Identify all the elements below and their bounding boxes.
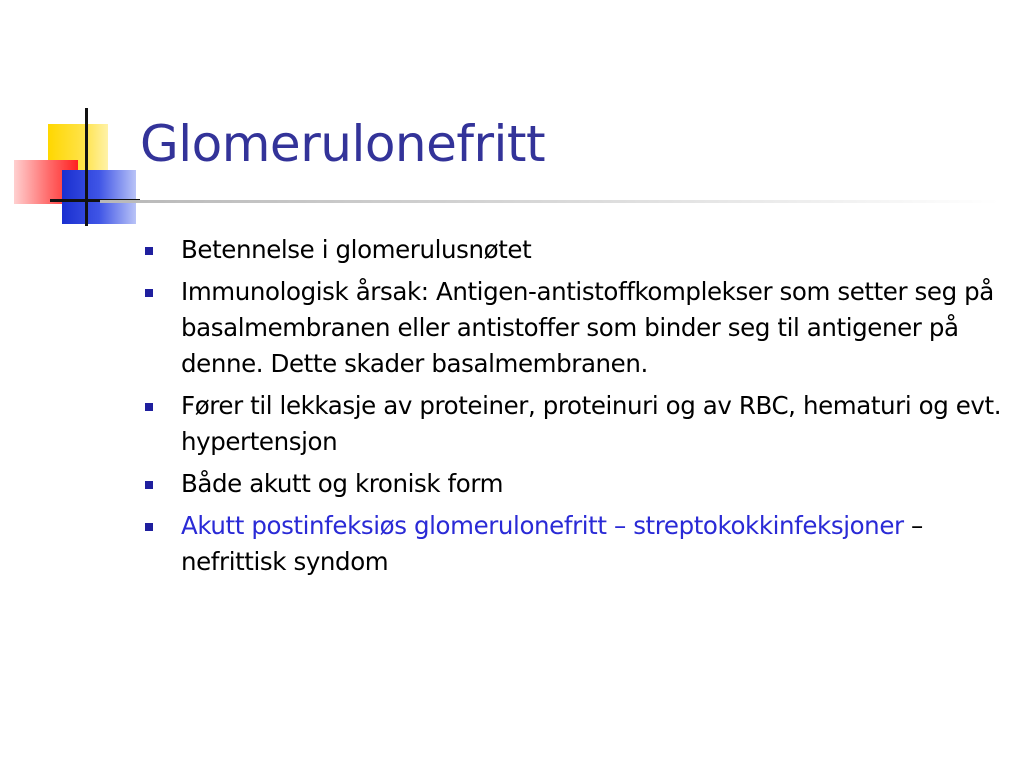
bullet-text: Både akutt og kronisk form — [181, 469, 504, 498]
bullet-item — [142, 466, 1004, 502]
title-underline — [100, 200, 1000, 203]
bullet-square-icon — [145, 523, 153, 531]
logo-vertical-line — [85, 108, 88, 226]
bullet-square-icon — [145, 289, 153, 297]
bullet-item — [142, 232, 1004, 268]
bullet-item — [142, 388, 1004, 460]
bullet-text: Immunologisk årsak: Antigen-antistoffkomplekser som setter seg på basalmembranen eller antistoffer som binder seg til antigener på denne. Dette skader basalmembranen. — [181, 277, 994, 378]
bullet-item — [142, 274, 1004, 382]
bullet-item — [142, 508, 1004, 580]
logo-blue-square — [62, 170, 136, 224]
bullet-square-icon — [145, 403, 153, 411]
bullet-square-icon — [145, 481, 153, 489]
hyperlink-text[interactable]: Akutt postinfeksiøs glomerulonefritt – streptokokkinfeksjoner — [181, 511, 904, 540]
bullet-list — [142, 232, 1004, 586]
bullet-text: – nefrittisk syndom — [181, 511, 923, 576]
bullet-text: Fører til lekkasje av proteiner, proteinuri og av RBC, hematuri og evt. hypertensjon — [181, 391, 1002, 456]
slide-title: Glomerulonefritt — [140, 115, 546, 173]
corner-logo-icon — [0, 0, 150, 240]
bullet-square-icon — [145, 247, 153, 255]
bullet-text: Betennelse i glomerulusnøtet — [181, 235, 532, 264]
